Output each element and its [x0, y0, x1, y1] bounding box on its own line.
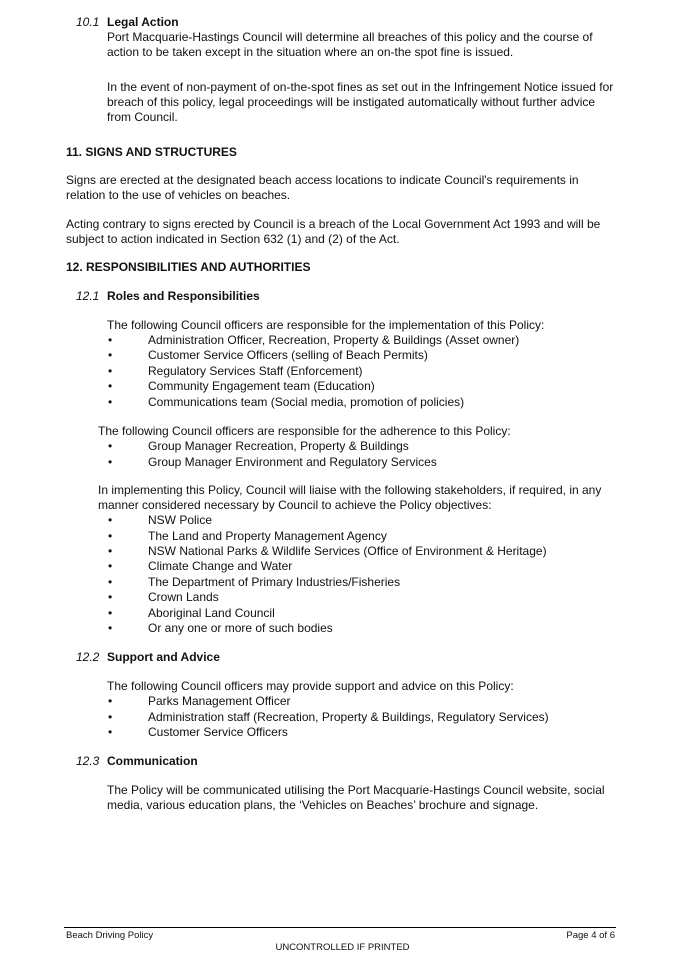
list-item: The Department of Primary Industries/Fisheries [148, 575, 401, 589]
list-item: Crown Lands [148, 590, 219, 604]
list-item: Customer Service Officers [148, 725, 288, 739]
list-item: The Land and Property Management Agency [148, 529, 387, 543]
paragraph-line: The following Council officers are responsible for the implementation of this Policy: [107, 318, 545, 332]
list-item: Or any one or more of such bodies [148, 621, 333, 635]
section-title: Support and Advice [107, 650, 220, 664]
list-item: Aboriginal Land Council [148, 606, 275, 620]
paragraph-line: from Council. [107, 110, 178, 124]
list-item: Community Engagement team (Education) [148, 379, 375, 393]
paragraph-line: The following Council officers are responsible for the adherence to this Policy: [98, 424, 511, 438]
list-item: Climate Change and Water [148, 559, 293, 573]
list-item: Communications team (Social media, promotion of policies) [148, 395, 465, 409]
bullet-marker: • [108, 606, 113, 620]
list-item: Customer Service Officers (selling of Beach Permits) [148, 348, 428, 362]
bullet-marker: • [108, 544, 113, 558]
section-number: 12.3 [76, 754, 100, 768]
bullet-marker: • [108, 455, 113, 469]
bullet-marker: • [108, 395, 113, 409]
list-item: NSW Police [148, 513, 213, 527]
paragraph-line: manner considered necessary by Council to achieve the Policy objectives: [98, 498, 492, 512]
section-heading: 11. SIGNS AND STRUCTURES [66, 145, 237, 159]
paragraph-line: Acting contrary to signs erected by Council is a breach of the Local Government Act 1993 and will be [66, 217, 601, 231]
bullet-marker: • [108, 621, 113, 635]
paragraph-line: subject to action indicated in Section 632 (1) and (2) of the Act. [66, 232, 400, 246]
list-item: Regulatory Services Staff (Enforcement) [148, 364, 363, 378]
bullet-marker: • [108, 348, 113, 362]
list-item: Parks Management Officer [148, 694, 291, 708]
paragraph-line: In implementing this Policy, Council will liaise with the following stakeholders, if required, in any [98, 483, 602, 497]
bullet-marker: • [108, 725, 113, 739]
section-number: 12.1 [76, 289, 100, 303]
bullet-marker: • [108, 575, 113, 589]
bullet-marker: • [108, 710, 113, 724]
section-title: Legal Action [107, 15, 179, 29]
section-number: 12.2 [76, 650, 100, 664]
list-item: Group Manager Recreation, Property & Buildings [148, 439, 409, 453]
bullet-marker: • [108, 590, 113, 604]
paragraph-line: In the event of non-payment of on-the-spot fines as set out in the Infringement Notice issued for [107, 80, 614, 94]
bullet-marker: • [108, 333, 113, 347]
paragraph-line: The Policy will be communicated utilising the Port Macquarie-Hastings Council website, social [107, 783, 605, 797]
section-number: 10.1 [76, 15, 100, 29]
footer-uncontrolled-notice: UNCONTROLLED IF PRINTED [275, 942, 410, 953]
paragraph-line: breach of this policy, legal proceedings will be instigated automatically without further advice [107, 95, 596, 109]
list-item: Administration Officer, Recreation, Property & Buildings (Asset owner) [148, 333, 520, 347]
footer-document-title: Beach Driving Policy [66, 930, 154, 941]
paragraph-line: relation to the use of vehicles on beaches. [66, 188, 291, 202]
bullet-marker: • [108, 529, 113, 543]
paragraph-line: action to be taken except in the situation where an on-the spot fine is issued. [107, 45, 514, 59]
paragraph-line: The following Council officers may provide support and advice on this Policy: [107, 679, 514, 693]
list-item: NSW National Parks & Wildlife Services (Office of Environment & Heritage) [148, 544, 547, 558]
paragraph-line: Signs are erected at the designated beach access locations to indicate Council's requirements in [66, 173, 579, 187]
footer-divider [64, 927, 616, 928]
paragraph-line: Port Macquarie-Hastings Council will determine all breaches of this policy and the course of [107, 30, 593, 44]
paragraph-line: media, various education plans, the ‘Vehicles on Beaches’ brochure and signage. [107, 798, 539, 812]
bullet-marker: • [108, 559, 113, 573]
list-item: Administration staff (Recreation, Property & Buildings, Regulatory Services) [148, 710, 549, 724]
bullet-marker: • [108, 694, 113, 708]
bullet-marker: • [108, 364, 113, 378]
footer-page-number: Page 4 of 6 [566, 930, 615, 941]
section-title: Roles and Responsibilities [107, 289, 260, 303]
bullet-marker: • [108, 379, 113, 393]
bullet-marker: • [108, 513, 113, 527]
bullet-marker: • [108, 439, 113, 453]
list-item: Group Manager Environment and Regulatory Services [148, 455, 437, 469]
section-title: Communication [107, 754, 198, 768]
section-heading: 12. RESPONSIBILITIES AND AUTHORITIES [66, 260, 311, 274]
